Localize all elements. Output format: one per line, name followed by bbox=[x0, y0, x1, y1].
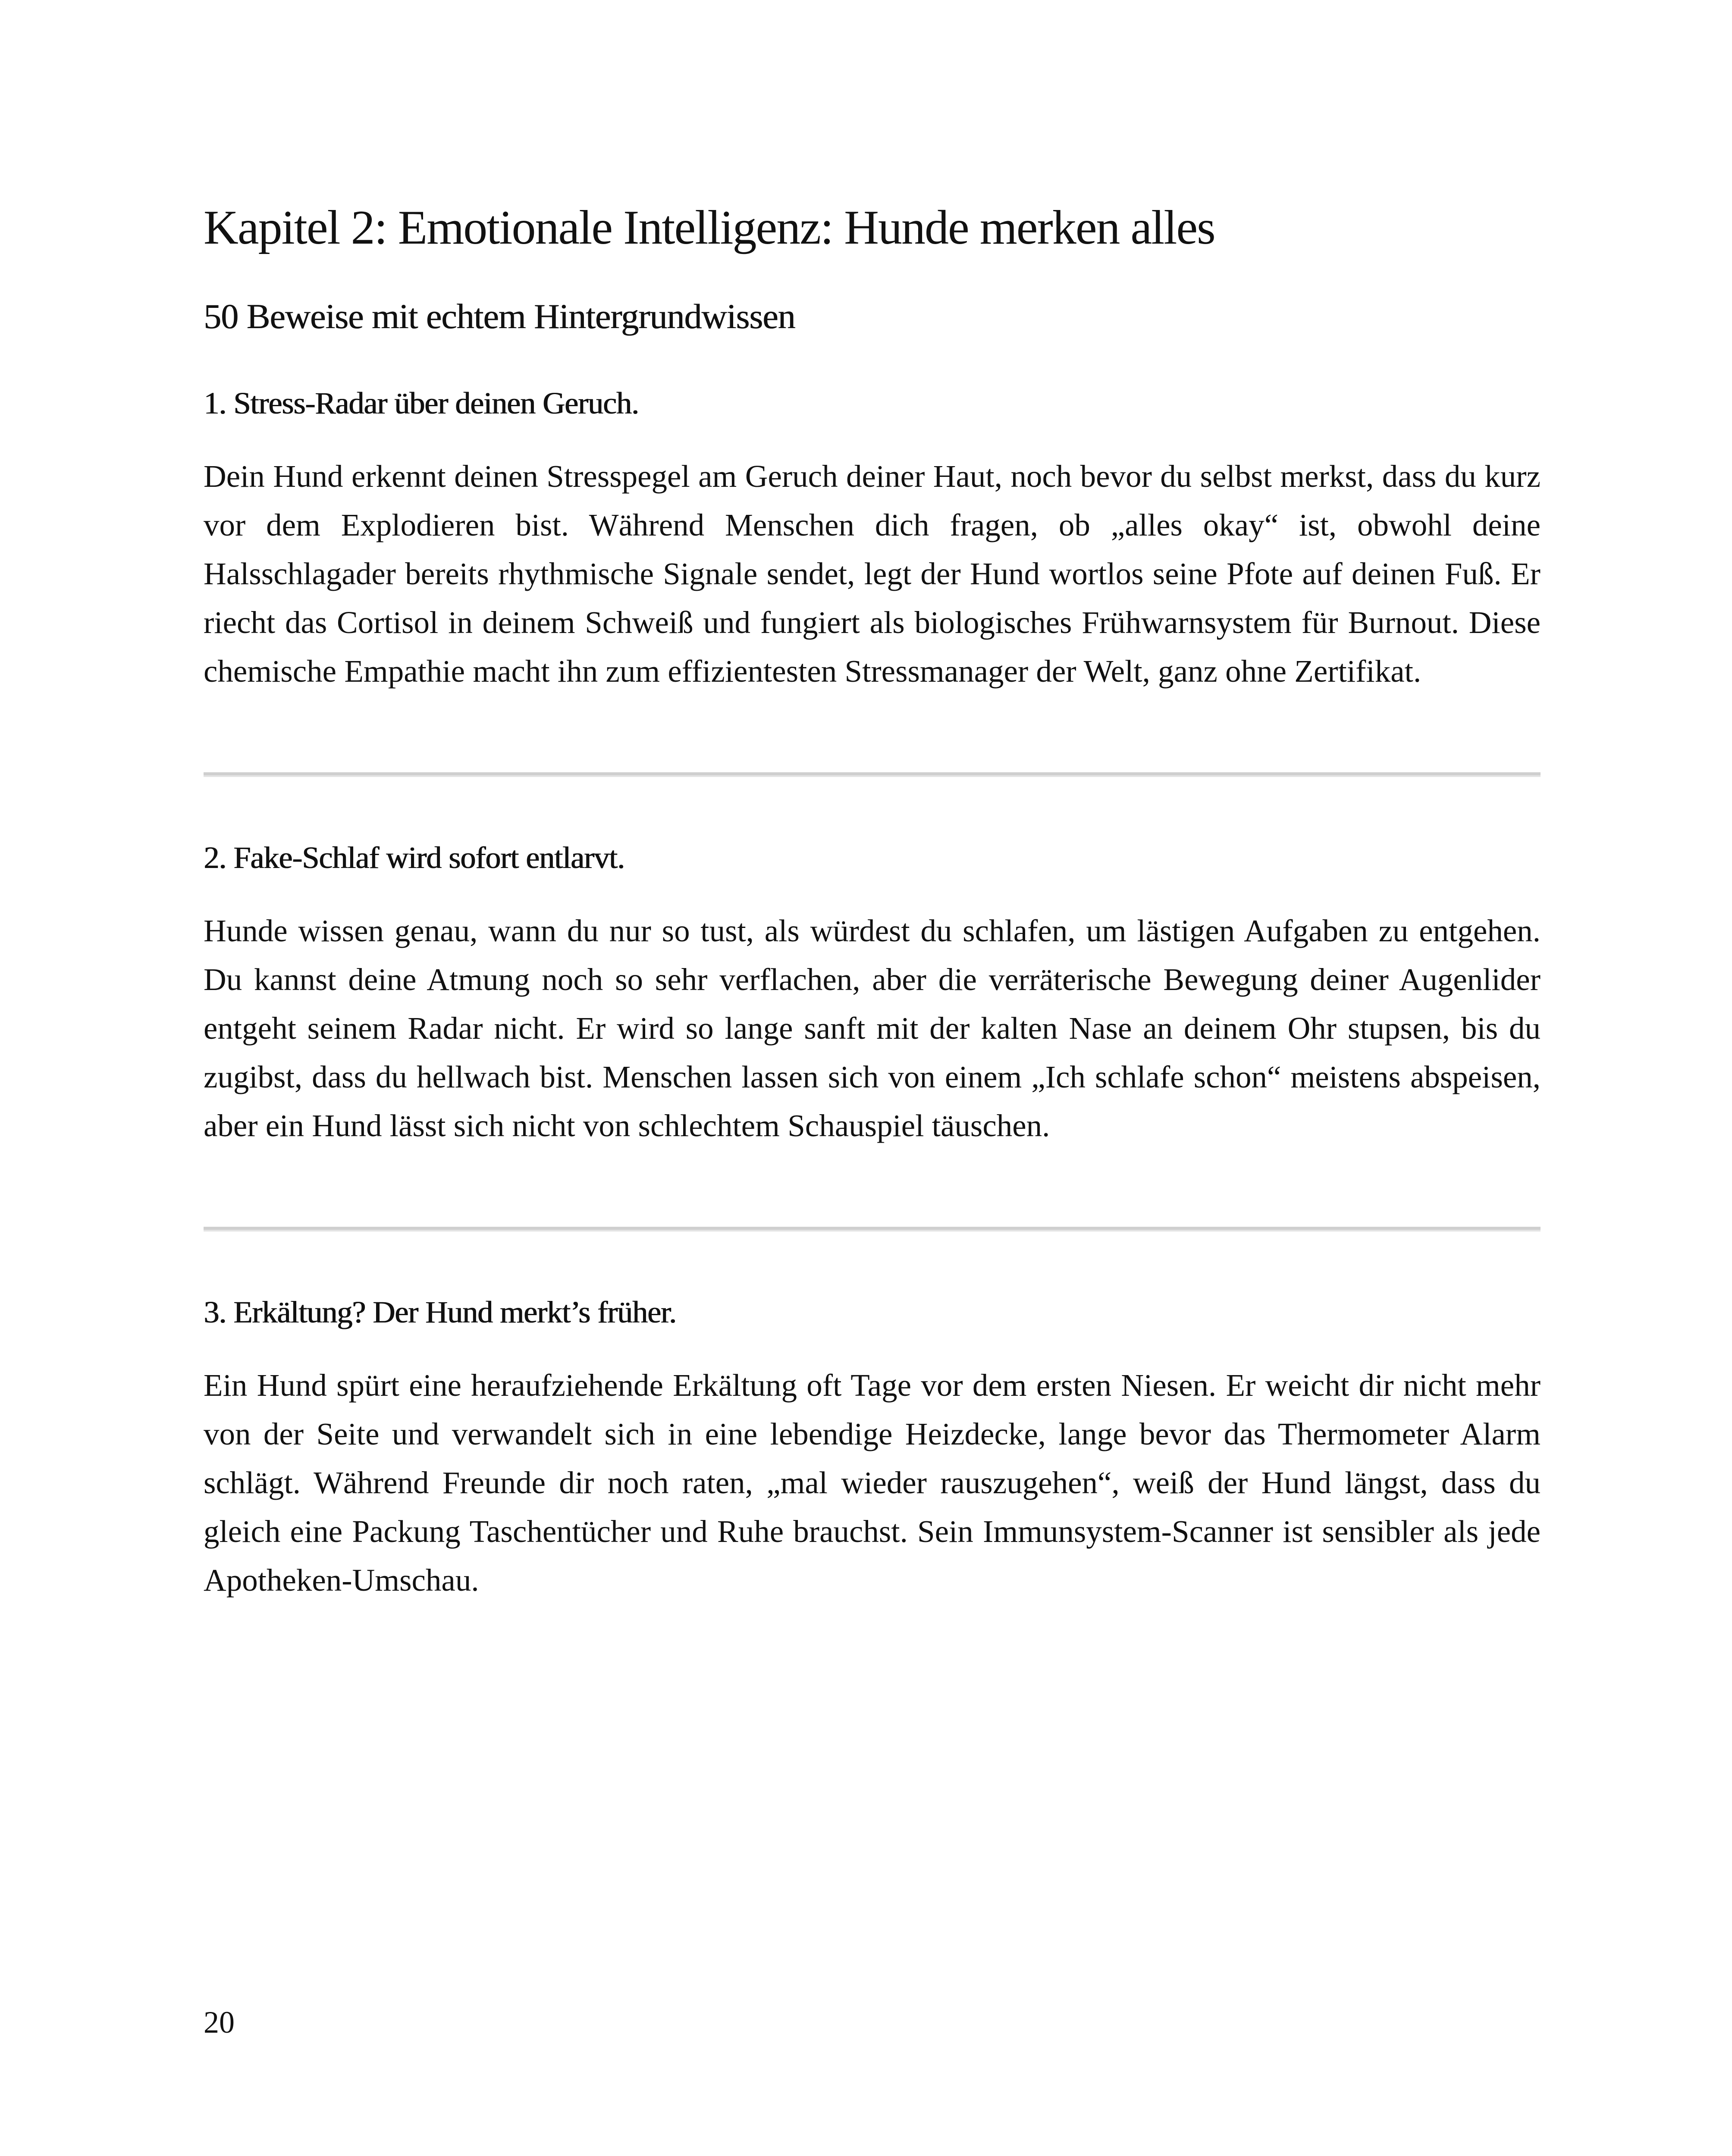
chapter-subtitle: 50 Beweise mit echtem Hintergrundwissen bbox=[204, 297, 795, 336]
section-heading: 2. Fake-Schlaf wird sofort entlarvt. bbox=[204, 840, 624, 875]
section-divider bbox=[204, 1227, 1541, 1232]
section-body: Dein Hund erkennt deinen Stresspegel am Geruch deiner Haut, noch bevor du selbst merkst, dass du kurz vor dem Explodieren bist. Während Menschen dich fragen, ob „alles okay“ ist, obwohl deine Halsschlagader bereits rhythmische Signale sendet, legt der Hund wortlos seine Pfote auf deinen Fuß. Er riecht das Cortisol in deinem Schweiß und fungiert als biologisches Frühwarnsystem für Burnout. Diese chemische Empathie macht ihn zum effizientesten Stressmanager der Welt, ganz ohne Zertifikat. bbox=[204, 459, 1541, 689]
page-content bbox=[204, 193, 1541, 1604]
section-heading: 1. Stress-Radar über deinen Geruch. bbox=[204, 386, 639, 420]
section-1 bbox=[204, 379, 1541, 696]
section-2 bbox=[204, 834, 1541, 1150]
section-divider bbox=[204, 772, 1541, 777]
section-heading: 3. Erkältung? Der Hund merkt’s früher. bbox=[204, 1295, 676, 1329]
section-body: Ein Hund spürt eine heraufziehende Erkältung oft Tage vor dem ersten Niesen. Er weicht dir nicht mehr von der Seite und verwandelt sich in eine lebendige Heizdecke, lange bevor das Thermometer Alarm schlägt. Während Freunde dir noch raten, „mal wieder rauszugehen“, weiß der Hund längst, dass du gleich eine Packung Taschentücher und Ruhe brauchst. Sein Immunsystem-Scanner ist sensibler als jede Apotheken-Umschau. bbox=[204, 1368, 1541, 1598]
page-number: 20 bbox=[204, 2005, 235, 2040]
section-3 bbox=[204, 1288, 1541, 1604]
section-body: Hunde wissen genau, wann du nur so tust, als würdest du schlafen, um lästigen Aufgaben zu entgehen. Du kannst deine Atmung noch so sehr verflachen, aber die verräterische Bewegung deiner Augenlider entgeht seinem Radar nicht. Er wird so lange sanft mit der kalten Nase an deinem Ohr stupsen, bis du zugibst, dass du hellwach bist. Menschen lassen sich von einem „Ich schlafe schon“ meistens abspeisen, aber ein Hund lässt sich nicht von schlechtem Schauspiel täuschen. bbox=[204, 913, 1541, 1143]
chapter-title: Kapitel 2: Emotionale Intelligenz: Hunde merken alles bbox=[204, 201, 1215, 254]
